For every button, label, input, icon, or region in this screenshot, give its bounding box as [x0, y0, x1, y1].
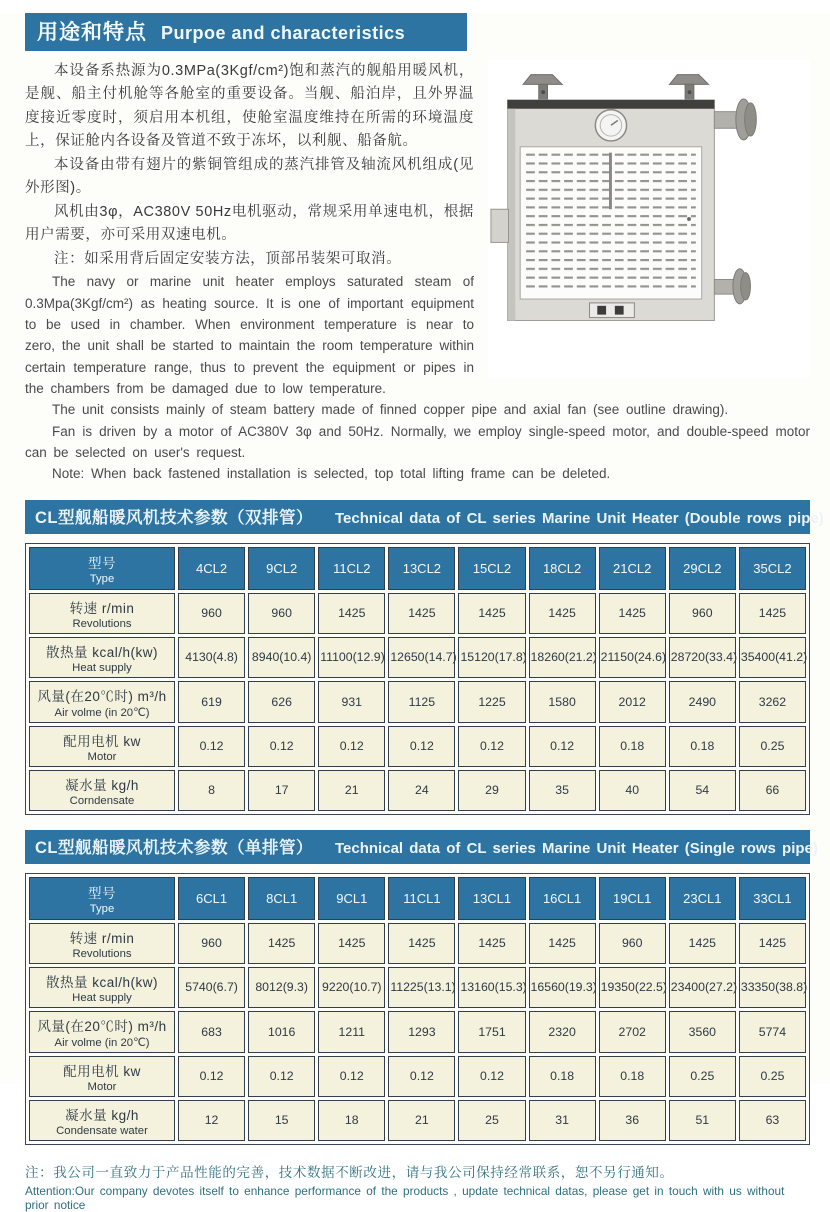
table-title-double-rows — [25, 500, 824, 534]
value-cell: 13160(15.3) — [458, 967, 525, 1008]
row-label-cell: 转速 r/min Revolutions — [29, 923, 175, 964]
model-header-cell: 19CL1 — [599, 877, 666, 920]
value-cell: 9220(10.7) — [318, 967, 385, 1008]
page-title-zh: 用途和特点 — [37, 21, 147, 44]
value-cell: 960 — [248, 593, 315, 634]
value-cell: 1751 — [458, 1011, 525, 1053]
page-title — [25, 13, 467, 51]
value-cell: 1425 — [599, 593, 666, 634]
value-cell: 0.12 — [248, 1056, 315, 1097]
table-header-row — [29, 547, 806, 590]
value-cell: 0.12 — [318, 1056, 385, 1097]
value-cell: 23400(27.2) — [669, 967, 736, 1008]
value-cell: 0.18 — [599, 726, 666, 767]
value-cell: 0.18 — [529, 1056, 596, 1097]
value-cell: 8 — [178, 770, 245, 811]
value-cell: 40 — [599, 770, 666, 811]
value-cell: 51 — [669, 1100, 736, 1141]
value-cell: 63 — [739, 1100, 806, 1141]
value-cell: 33350(38.8) — [739, 967, 806, 1008]
value-cell: 1425 — [739, 923, 806, 964]
value-cell: 960 — [178, 593, 245, 634]
value-cell: 35400(41.2) — [739, 637, 806, 678]
value-cell: 3262 — [739, 681, 806, 723]
value-cell: 2320 — [529, 1011, 596, 1053]
model-header-cell: 21CL2 — [599, 547, 666, 590]
model-header-cell: 4CL2 — [178, 547, 245, 590]
value-cell: 1425 — [318, 923, 385, 964]
value-cell: 1225 — [458, 681, 525, 723]
footer-note — [25, 1161, 810, 1212]
value-cell: 4130(4.8) — [178, 637, 245, 678]
page-title-en: Purpoe and characteristics — [161, 23, 406, 43]
table-row — [29, 681, 806, 723]
intro-section — [0, 60, 830, 1145]
corner-cell-type: 型号 Type — [29, 547, 175, 590]
value-cell: 1425 — [529, 923, 596, 964]
model-header-cell: 13CL2 — [388, 547, 455, 590]
table-title-en: Technical data of CL series Marine Unit Heater (Double rows pipe) — [335, 509, 824, 527]
model-header-cell: 8CL1 — [248, 877, 315, 920]
marine-unit-heater-photo — [488, 60, 810, 378]
intro-paragraph-zh: 本设备由带有翅片的紫铜管组成的蒸汽排管及轴流风机组成(见外形图)。 — [25, 156, 474, 197]
intro-paragraph-en: The unit consists mainly of steam battery made of finned copper pipe and axial fan (see outline drawing). — [52, 402, 729, 418]
value-cell: 24 — [388, 770, 455, 811]
model-header-cell: 33CL1 — [739, 877, 806, 920]
model-header-cell: 18CL2 — [529, 547, 596, 590]
value-cell: 35 — [529, 770, 596, 811]
row-label-cell: 散热量 kcal/h(kw) Heat supply — [29, 967, 175, 1008]
value-cell: 1425 — [669, 923, 736, 964]
value-cell: 0.12 — [178, 1056, 245, 1097]
row-label-cell: 转速 r/min Revolutions — [29, 593, 175, 634]
row-label-cell: 风量(在20℃时) m³/h Air volme (in 20℃) — [29, 681, 175, 723]
value-cell: 0.25 — [669, 1056, 736, 1097]
model-header-cell: 29CL2 — [669, 547, 736, 590]
spec-table-double-rows — [25, 543, 810, 815]
model-header-cell: 35CL2 — [739, 547, 806, 590]
value-cell: 2012 — [599, 681, 666, 723]
control-panel-icon — [589, 303, 634, 318]
footer-note-zh: 注：我公司一直致力于产品性能的完善，技术数据不断改进，请与我公司保持经常联系，恕不另行通知。 — [25, 1164, 674, 1180]
intro-paragraph-zh: 风机由3φ，AC380V 50Hz电机驱动，常规采用单速电机，根据用户需要，亦可采用双速电机。 — [25, 203, 474, 244]
table-title-zh: CL型舰船暖风机技术参数（双排管） — [35, 508, 313, 527]
value-cell: 0.25 — [739, 1056, 806, 1097]
value-cell: 0.12 — [248, 726, 315, 767]
row-label-cell: 凝水量 kg/h Condensate water — [29, 1100, 175, 1141]
value-cell: 18260(21.2) — [529, 637, 596, 678]
value-cell: 36 — [599, 1100, 666, 1141]
value-cell: 1425 — [388, 923, 455, 964]
pressure-gauge-icon — [595, 110, 626, 141]
value-cell: 15 — [248, 1100, 315, 1141]
row-label-cell: 风量(在20℃时) m³/h Air volme (in 20℃) — [29, 1011, 175, 1053]
model-header-cell: 9CL1 — [318, 877, 385, 920]
table-header-row — [29, 877, 806, 920]
intro-note-en: Note: When back fastened installation is selected, top total lifting frame can be deleted. — [52, 466, 611, 482]
value-cell: 31 — [529, 1100, 596, 1141]
value-cell: 2702 — [599, 1011, 666, 1053]
value-cell: 0.12 — [388, 726, 455, 767]
value-cell: 1425 — [388, 593, 455, 634]
value-cell: 1211 — [318, 1011, 385, 1053]
value-cell: 1016 — [248, 1011, 315, 1053]
value-cell: 1125 — [388, 681, 455, 723]
value-cell: 960 — [669, 593, 736, 634]
value-cell: 11100(12.9) — [318, 637, 385, 678]
value-cell: 1425 — [458, 923, 525, 964]
row-label-cell: 配用电机 kw Motor — [29, 1056, 175, 1097]
junction-box-icon — [491, 209, 509, 242]
table-row — [29, 637, 806, 678]
value-cell: 25 — [458, 1100, 525, 1141]
value-cell: 11225(13.1) — [388, 967, 455, 1008]
value-cell: 0.18 — [599, 1056, 666, 1097]
value-cell: 960 — [599, 923, 666, 964]
model-header-cell: 9CL2 — [248, 547, 315, 590]
intro-paragraph-en: The navy or marine unit heater employs saturated steam of 0.3Mpa(3Kgf/cm²) as heating source. It is one of important equipment to be used in chamber. When environment temperature is near to zero, the unit shall be started to maintain the room temperature within certain temperature range, thus to prevent the equipment or pipes in the chambers from be damaged due to low temperature. — [25, 274, 474, 396]
footer-note-en: Attention:Our company devotes itself to enhance performance of the products , update technical datas, please get in touch with us without prior notice — [25, 1183, 785, 1212]
table-row — [29, 770, 806, 811]
value-cell: 2490 — [669, 681, 736, 723]
value-cell: 12650(14.7) — [388, 637, 455, 678]
value-cell: 19350(22.5) — [599, 967, 666, 1008]
value-cell: 1425 — [529, 593, 596, 634]
table-row — [29, 923, 806, 964]
value-cell: 17 — [248, 770, 315, 811]
value-cell: 29 — [458, 770, 525, 811]
value-cell: 1293 — [388, 1011, 455, 1053]
row-label-cell: 凝水量 kg/h Corndensate — [29, 770, 175, 811]
table-row — [29, 1011, 806, 1053]
value-cell: 1580 — [529, 681, 596, 723]
table-row — [29, 1056, 806, 1097]
model-header-cell: 13CL1 — [458, 877, 525, 920]
value-cell: 0.12 — [458, 726, 525, 767]
value-cell: 3560 — [669, 1011, 736, 1053]
table-title-single-rows — [25, 830, 818, 864]
catalog-page — [0, 13, 830, 1212]
intro-note-zh: 注：如采用背后固定安装方法，顶部吊装架可取消。 — [54, 250, 402, 267]
value-cell: 12 — [178, 1100, 245, 1141]
value-cell: 0.12 — [318, 726, 385, 767]
value-cell: 0.12 — [178, 726, 245, 767]
value-cell: 54 — [669, 770, 736, 811]
value-cell: 619 — [178, 681, 245, 723]
model-header-cell: 16CL1 — [529, 877, 596, 920]
row-label-cell: 散热量 kcal/h(kw) Heat supply — [29, 637, 175, 678]
value-cell: 1425 — [458, 593, 525, 634]
value-cell: 21 — [318, 770, 385, 811]
model-header-cell: 23CL1 — [669, 877, 736, 920]
value-cell: 0.18 — [669, 726, 736, 767]
table-row — [29, 593, 806, 634]
corner-cell-type: 型号 Type — [29, 877, 175, 920]
value-cell: 8012(9.3) — [248, 967, 315, 1008]
value-cell: 21150(24.6) — [599, 637, 666, 678]
heater-illustration — [488, 60, 810, 378]
intro-paragraph-en: Fan is driven by a motor of AC380V 3φ and 50Hz. Normally, we employ single-speed motor, and double-speed motor can be selected on user's request. — [25, 423, 810, 460]
table-row — [29, 726, 806, 767]
table-title-en: Technical data of CL series Marine Unit Heater (Single rows pipe) — [335, 839, 818, 857]
value-cell: 1425 — [248, 923, 315, 964]
value-cell: 1425 — [739, 593, 806, 634]
model-header-cell: 11CL2 — [318, 547, 385, 590]
value-cell: 0.12 — [388, 1056, 455, 1097]
table-row — [29, 1100, 806, 1141]
spec-table-single-rows — [25, 873, 810, 1145]
row-label-cell: 配用电机 kw Motor — [29, 726, 175, 767]
intro-paragraph-zh: 本设备系热源为0.3MPa(3Kgf/cm²)饱和蒸汽的舰船用暖风机，是舰、船主付机舱等各舱室的重要设备。当舰、船泊岸，且外界温度接近零度时，须启用本机组，使舱室温度维持在所需的环境温度上，保证舱内各设备及管道不致于冻坏，以利舰、船备航。 — [25, 63, 474, 150]
value-cell: 683 — [178, 1011, 245, 1053]
value-cell: 8940(10.4) — [248, 637, 315, 678]
model-header-cell: 6CL1 — [178, 877, 245, 920]
value-cell: 21 — [388, 1100, 455, 1141]
model-header-cell: 11CL1 — [388, 877, 455, 920]
value-cell: 960 — [178, 923, 245, 964]
value-cell: 5740(6.7) — [178, 967, 245, 1008]
value-cell: 18 — [318, 1100, 385, 1141]
value-cell: 931 — [318, 681, 385, 723]
value-cell: 28720(33.4) — [669, 637, 736, 678]
value-cell: 0.25 — [739, 726, 806, 767]
value-cell: 626 — [248, 681, 315, 723]
value-cell: 0.12 — [458, 1056, 525, 1097]
table-row — [29, 967, 806, 1008]
value-cell: 16560(19.3) — [529, 967, 596, 1008]
value-cell: 1425 — [318, 593, 385, 634]
model-header-cell: 15CL2 — [458, 547, 525, 590]
value-cell: 15120(17.8) — [458, 637, 525, 678]
table-title-zh: CL型舰船暖风机技术参数（单排管） — [35, 838, 313, 857]
value-cell: 0.12 — [529, 726, 596, 767]
value-cell: 66 — [739, 770, 806, 811]
value-cell: 5774 — [739, 1011, 806, 1053]
